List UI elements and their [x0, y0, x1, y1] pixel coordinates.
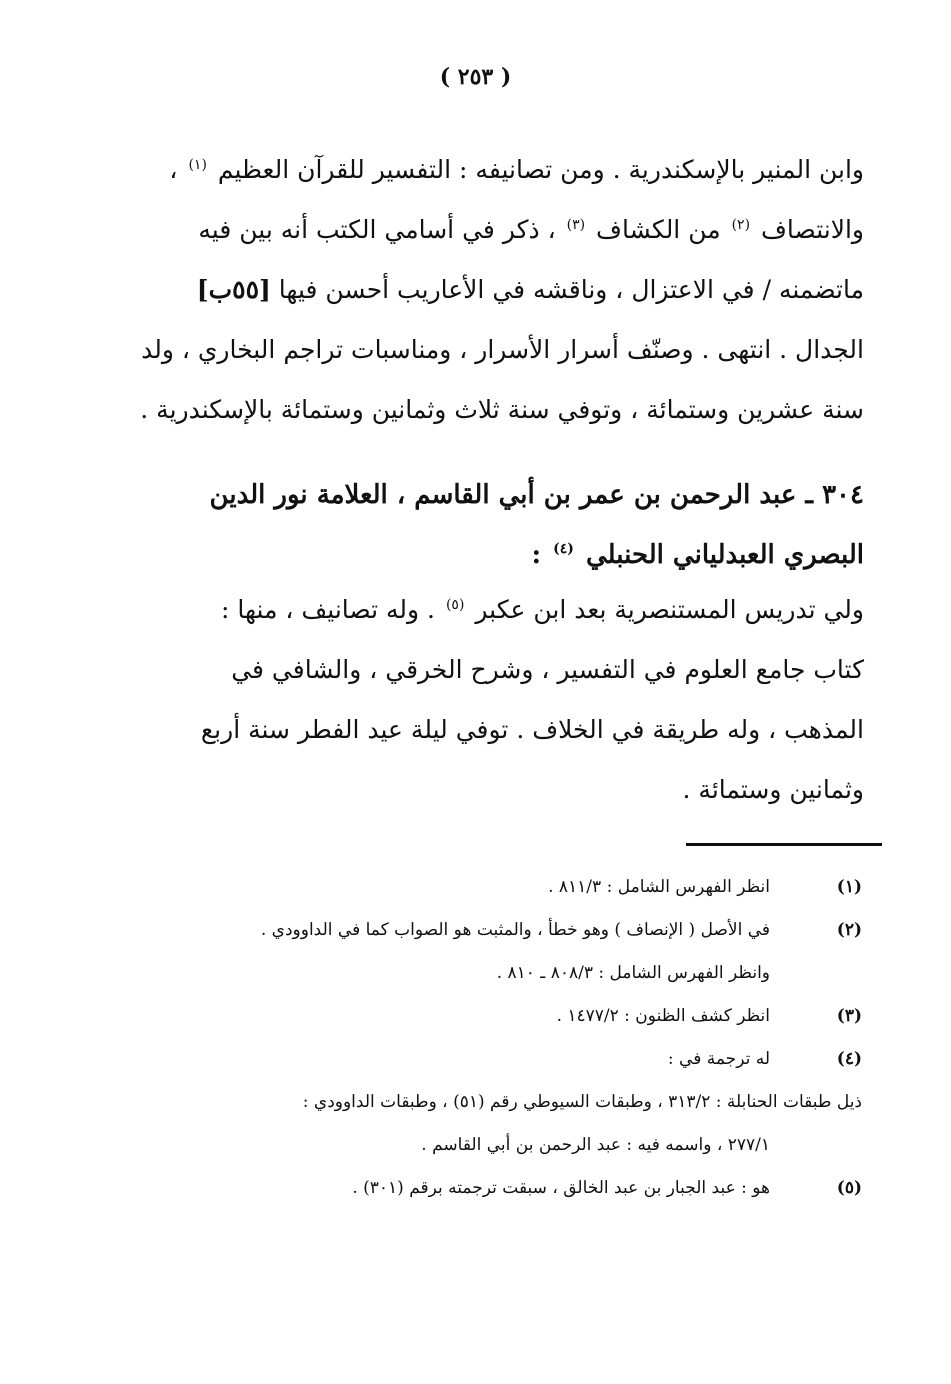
footnote-ref[interactable]: (١) — [188, 156, 207, 173]
footnote-number: (١) — [836, 877, 862, 897]
footnote-number: (٢) — [836, 920, 862, 940]
text-run: ، — [169, 155, 178, 184]
text-run: والانتصاف — [761, 215, 864, 244]
paragraph-line — [128, 200, 864, 260]
paragraph-line: كتاب جامع العلوم في التفسير ، وشرح الخرقي ، والشافي في — [231, 655, 864, 684]
paragraph-line: المذهب ، وله طريقة في الخلاف . توفي ليلة عيد الفطر سنة أربع — [200, 715, 864, 744]
footnote — [110, 909, 862, 952]
footnote-ref[interactable]: (٢) — [731, 216, 751, 233]
paragraph-line: وثمانين وستمائة . — [682, 775, 864, 804]
footnote-continuation — [110, 1124, 862, 1167]
text-run: ، ذكر في أسامي الكتب أنه بين فيه — [198, 215, 556, 244]
footnote-text: انظر الفهرس الشامل : ٨١١/٣ . — [548, 877, 770, 897]
text-run: ماتضمنه / في الاعتزال ، وناقشه في الأعاريب أحسن فيها — [278, 275, 864, 304]
footnote-number: (٣) — [836, 1006, 862, 1026]
footnote-continuation — [110, 1081, 862, 1124]
footnote-ref[interactable]: (٤) — [553, 541, 574, 558]
footnote-text: هو : عبد الجبار بن عبد الخالق ، سبقت ترجمته برقم (٣٠١) . — [352, 1178, 770, 1198]
footnote-ref[interactable]: (٥) — [445, 596, 465, 613]
footnote — [110, 1167, 862, 1210]
paragraph-line — [128, 580, 864, 640]
paragraph-2 — [128, 580, 864, 820]
footnote — [110, 1038, 862, 1081]
text-run: ولي تدريس المستنصرية بعد ابن عكبر — [475, 595, 864, 624]
footnote-text: ذيل طبقات الحنابلة : ٣١٣/٢ ، وطبقات السيوطي رقم (٥١) ، وطبقات الداوودي : — [302, 1092, 862, 1112]
folio-marker: [٥٥ب] — [196, 275, 271, 304]
entry-heading — [128, 465, 864, 585]
paragraph-line — [128, 140, 864, 200]
footnote-number: (٥) — [836, 1178, 862, 1198]
footnote — [110, 995, 862, 1038]
text-run: من الكشاف — [596, 215, 721, 244]
entry-title-continued: البصري العبدلياني الحنبلي — [585, 540, 864, 570]
page-number: ( ٢٥٣ ) — [439, 64, 512, 90]
footnote-text: انظر كشف الظنون : ١٤٧٧/٢ . — [556, 1006, 770, 1026]
footnotes — [110, 866, 862, 1210]
footnote-ref[interactable]: (٣) — [566, 216, 586, 233]
text-run: : — [531, 540, 542, 570]
footnote-continuation — [110, 952, 862, 995]
entry-number: ٣٠٤ ـ — [805, 480, 864, 510]
paragraph-1 — [128, 140, 864, 440]
paragraph-line: الجدال . انتهى . وصنّف أسرار الأسرار ، ومناسبات تراجم البخاري ، ولد — [141, 335, 864, 364]
text-run: وابن المنير بالإسكندرية . ومن تصانيفه : التفسير للقرآن العظيم — [217, 155, 864, 184]
paragraph-line: سنة عشرين وستمائة ، وتوفي سنة ثلاث وثمانين وستمائة بالإسكندرية . — [140, 395, 864, 424]
text-run: . وله تصانيف ، منها : — [221, 595, 435, 624]
footnote-text: في الأصل ( الإنصاف ) وهو خطأ ، والمثبت هو الصواب كما في الداوودي . — [260, 920, 770, 940]
heading-line — [128, 525, 864, 585]
footnote-text: له ترجمة في : — [667, 1049, 770, 1069]
footnote-number: (٤) — [836, 1049, 862, 1069]
entry-title: عبد الرحمن بن عمر بن أبي القاسم ، العلامة نور الدين — [209, 480, 797, 510]
footnote — [110, 866, 862, 909]
paragraph-line — [128, 260, 864, 320]
footnote-text: وانظر الفهرس الشامل : ٨٠٨/٣ ـ ٨١٠ . — [496, 963, 770, 983]
footnote-separator — [686, 843, 882, 846]
footnote-text: ٢٧٧/١ ، واسمه فيه : عبد الرحمن بن أبي القاسم . — [421, 1135, 770, 1155]
heading-line — [128, 465, 864, 525]
